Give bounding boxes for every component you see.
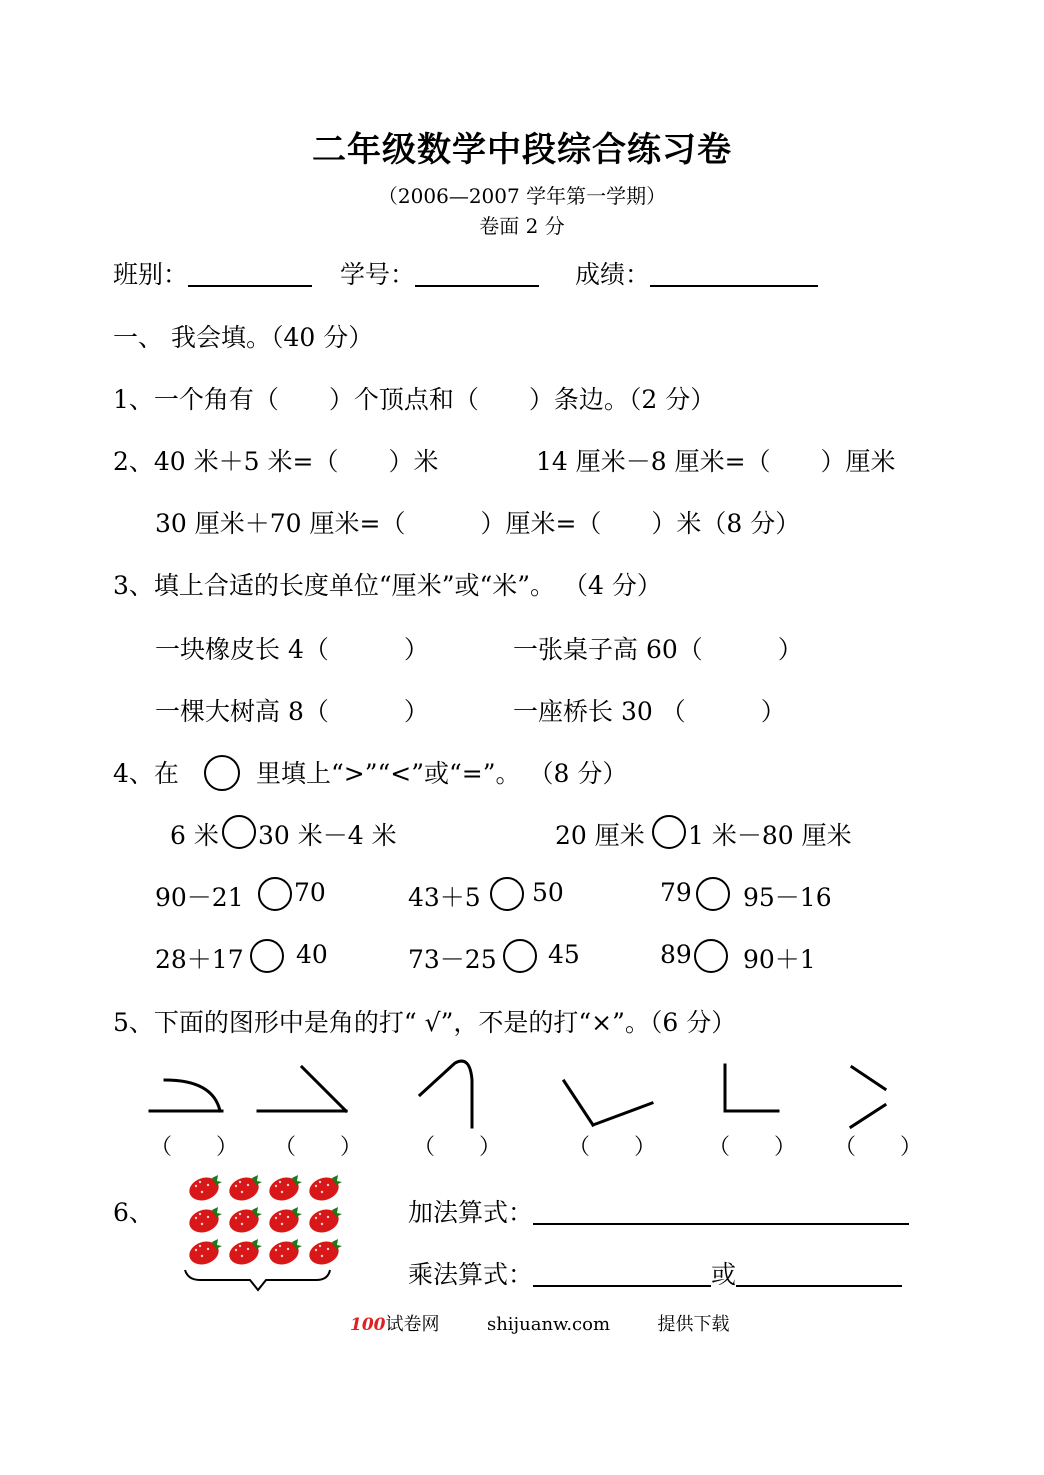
score-field (575, 255, 818, 291)
compare-3-left: 90－21 (155, 883, 244, 912)
compare-4-right: 50 (532, 878, 564, 907)
strawberry-icon (226, 1206, 262, 1236)
compare-1-left: 6 米 (170, 821, 219, 850)
brace-icon (185, 1270, 330, 1290)
id-field (340, 255, 539, 291)
question-3-a: 一块橡皮长 4（ ） (155, 635, 429, 664)
strawberry-icon (226, 1238, 262, 1268)
question-3-b: 一张桌子高 60（ ） (513, 635, 803, 664)
class-field (113, 255, 312, 291)
strawberry-grid (180, 1168, 350, 1298)
strawberry-icon (306, 1206, 342, 1236)
site-name: 试卷网 (385, 1314, 440, 1335)
compare-2-left: 20 厘米 (555, 821, 645, 850)
id-blank[interactable] (415, 259, 539, 287)
question-3-d: 一座桥长 30 （ ） (513, 697, 786, 726)
class-label: 班别： (113, 260, 189, 289)
addition-blank[interactable] (533, 1197, 909, 1225)
strawberry-icon (226, 1174, 262, 1204)
compare-6-left: 28＋17 (155, 945, 244, 974)
question-3-prompt: 3、填上合适的长度单位“厘米”或“米”。 （4 分） (113, 571, 662, 600)
compare-circle-icon (204, 755, 240, 791)
compare-1-circle[interactable] (222, 815, 256, 849)
addition-field (408, 1193, 909, 1229)
compare-7-circle[interactable] (503, 939, 537, 973)
figure-1-arc-icon (150, 1080, 222, 1111)
compare-5-circle[interactable] (696, 877, 730, 911)
addition-label: 加法算式： (408, 1198, 534, 1227)
strawberry-icon (306, 1174, 342, 1204)
multiplication-blank-1[interactable] (533, 1259, 711, 1287)
neatness-note: 卷面 2 分 (479, 214, 565, 238)
page-title: 二年级数学中段综合练习卷 (312, 130, 732, 170)
question-4-prompt-post: 里填上“>”“<”或“=”。 （8 分） (256, 759, 628, 788)
strawberry-icon (186, 1206, 222, 1236)
provide-label: 提供下载 (657, 1314, 730, 1335)
footer (350, 1310, 730, 1336)
compare-6-circle[interactable] (250, 939, 284, 973)
question-1: 1、一个角有（ ）个顶点和（ ）条边。（2 分） (113, 385, 716, 414)
section-heading: 一、 我会填。（40 分） (113, 323, 374, 352)
answer-paren-5[interactable]: （ ） (708, 1135, 797, 1160)
compare-4-circle[interactable] (490, 877, 524, 911)
question-3-c: 一棵大树高 8（ ） (155, 697, 429, 726)
compare-2-right: 1 米－80 厘米 (688, 821, 852, 850)
strawberry-icon (266, 1206, 302, 1236)
question-2-c: 30 厘米＋70 厘米=（ ）厘米=（ ）米（8 分） (155, 509, 801, 538)
answer-paren-1[interactable]: （ ） (150, 1135, 239, 1160)
compare-6-right: 40 (296, 940, 328, 969)
strawberry-icon (266, 1238, 302, 1268)
answer-paren-2[interactable]: （ ） (274, 1135, 363, 1160)
or-label: 或 (711, 1260, 737, 1289)
strawberry-icon (186, 1238, 222, 1268)
score-blank[interactable] (650, 259, 818, 287)
compare-2-circle[interactable] (652, 815, 686, 849)
compare-7-left: 73－25 (408, 945, 497, 974)
site-logo-icon: 100 (350, 1315, 386, 1335)
question-4-prompt-pre: 4、在 (113, 759, 179, 788)
answer-paren-4[interactable]: （ ） (568, 1135, 657, 1160)
answer-paren-3[interactable]: （ ） (413, 1135, 502, 1160)
class-blank[interactable] (188, 259, 312, 287)
answer-paren-6[interactable]: （ ） (834, 1135, 923, 1160)
compare-5-right: 95－16 (743, 883, 832, 912)
compare-8-right: 90＋1 (743, 945, 816, 974)
compare-1-right: 30 米－4 米 (258, 821, 397, 850)
strawberry-icon (266, 1174, 302, 1204)
compare-7-right: 45 (548, 940, 580, 969)
multiplication-blank-2[interactable] (736, 1259, 902, 1287)
figure-3-curve-icon (420, 1061, 472, 1127)
multiplication-label: 乘法算式： (408, 1260, 534, 1289)
compare-3-right: 70 (294, 878, 326, 907)
question-2-a: 2、40 米＋5 米=（ ）米 (113, 447, 439, 476)
strawberry-icon (186, 1174, 222, 1204)
compare-4-left: 43＋5 (408, 883, 481, 912)
compare-8-left: 89 (660, 940, 692, 969)
question-5-prompt: 5、下面的图形中是角的打“ √”，不是的打“×”。（6 分） (113, 1008, 737, 1037)
figure-4-angle-icon (564, 1081, 652, 1125)
school-year: （2006—2007 学年第一学期） (377, 184, 667, 208)
site-url[interactable]: shijuanw.com (486, 1314, 611, 1335)
figure-5-right-angle-icon (725, 1065, 778, 1111)
figure-2-angle-icon (258, 1067, 346, 1111)
compare-5-left: 79 (660, 878, 692, 907)
figure-6-broken-icon (851, 1067, 885, 1127)
id-label: 学号： (340, 260, 416, 289)
compare-3-circle[interactable] (258, 877, 292, 911)
question-6-number: 6、 (113, 1198, 154, 1227)
compare-8-circle[interactable] (694, 939, 728, 973)
score-label: 成绩： (575, 260, 651, 289)
question-2-b: 14 厘米－8 厘米=（ ）厘米 (536, 447, 896, 476)
multiplication-field (408, 1255, 902, 1291)
strawberry-icon (306, 1238, 342, 1268)
